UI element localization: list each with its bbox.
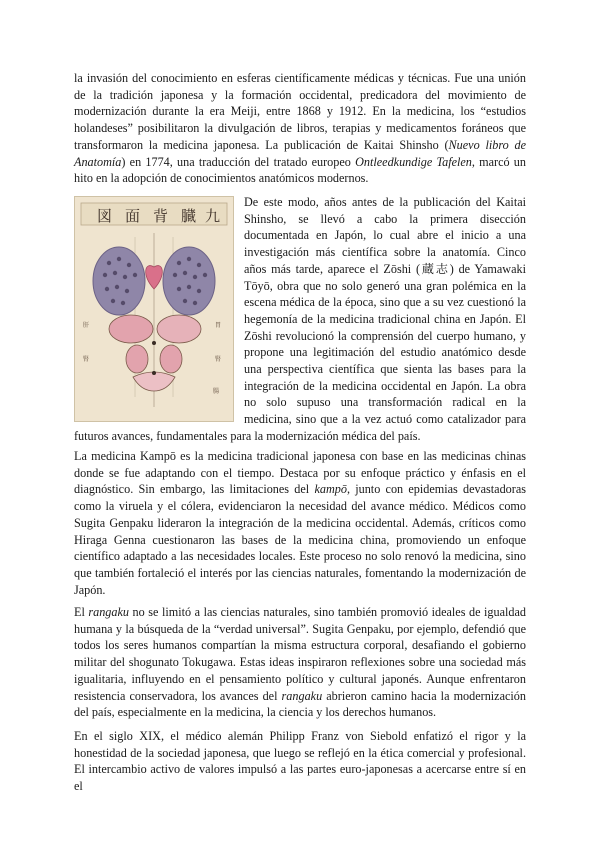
liver [109, 315, 153, 343]
italic-term: Nuevo libro de Anatomía [74, 137, 526, 169]
text-run: , marcó un hito en la adopción de conocimientos anatómicos modernos. [74, 154, 526, 186]
heart [146, 266, 163, 289]
text-run: El [74, 605, 89, 619]
italic-term: rangaku [281, 688, 323, 703]
text-run: la invasión del conocimiento en esferas científicamente médicas y técnicas. Fue una unión de la tradición japonesa y la formación occidental, predicadora del movimiento de modernización durante la era Meiji, entre 1868 y 1912. En la medicina, los “estudios holandeses” posibilitaron la divulgación de libros, terapias y medicamentos foráneos que transformaron la medicina japonesa. La publicación de Kaitai Shinsho ( [74, 71, 526, 152]
italic-term: kampō [314, 482, 347, 497]
right-kidney [160, 345, 182, 373]
stomach [157, 315, 201, 343]
organ-marker [152, 341, 156, 345]
paragraph-meiji-anatomy [74, 70, 526, 187]
paragraph-siebold [74, 728, 526, 795]
italic-term: Ontleedkundige Tafelen [355, 154, 472, 169]
paragraph-rangaku-ideals [74, 604, 526, 721]
text-run: abrieron camino hacia la modernización del país, especialmente en la medicina, la ciencia y los derechos humanos. [74, 688, 526, 720]
svg-text:胃: 胃 [215, 322, 222, 329]
title-glyph: 臓 [181, 207, 197, 225]
paragraph-block-with-figure [74, 194, 526, 445]
text-run: ) en 1774, una traducción del tratado europeo [121, 154, 356, 169]
text-run: , junto con epidemias devastadoras como la viruela y el cólera, evidenciaron la necesidad del avance médico. Médicos como Sugita Genpaku lideraron la integración de la medicina occidental. Además, críticos como Hiraga Genna cuestionaron las bases de la medicina china, promoviendo un enfoque científico adaptado a las necesidades locales. Este proceso no solo renovó la medicina, sino que también fortaleció el interés por las ciencias naturales, fomentando la modernización de Japón. [74, 482, 526, 597]
paragraph-kampo-medicine [74, 448, 526, 598]
text-run: La medicina Kampō es la medicina tradicional japonesa con base en las medicinas chinas donde se fue adaptando con el tiempo. Destaca por su enfoque práctico y énfasis en el diagnóstico. Sin embargo, las limitaciones del [74, 449, 526, 497]
text-run: De este modo, años antes de la publicación del Kaitai Shinsho, se llevó a cabo la primera disección documentada en Japón, lo cual abre el inicio a una investigación más científica sobre la anatomía. Cinco años más tarde, aparece el Zōshi (蔵志) de Yamawaki Tōyō, obra que no solo generó una gran polémica en la escena médica de la época, sino que a su vez cuestionó la hegemonía de la medicina tradicional china en Japón. El Zōshi revolucionó la comprensión del cuerpo humano, y propone una legitimación del estudio anatómico desde una perspectiva científica que sienta las bases para la integración de la medicina occidental en Japón. La obra no solo supuso una transformación radical en la medicina, sino que a la vez actuó como catalizador para futuros avances, fundamentales para la modernización médica del país. [74, 195, 526, 443]
organ-diagram-graphic [75, 197, 233, 421]
title-glyph: 九 [205, 207, 221, 225]
svg-text:腎: 腎 [215, 356, 222, 363]
svg-text:腸: 腸 [213, 388, 220, 395]
organ-marker [152, 371, 156, 375]
title-glyph: 面 [125, 207, 141, 225]
svg-text:腎: 腎 [83, 356, 90, 363]
text-run: En el siglo XIX, el médico alemán Philipp Franz von Siebold enfatizó el rigor y la honestidad de la sociedad japonesa, que luego se reflejó en la ética comercial y profesional. El intercambio activo de valores impulsó a las partes euro-japonesas a acercarse entre sí en el [74, 729, 526, 794]
title-glyph: 図 [97, 207, 113, 225]
left-kidney [126, 345, 148, 373]
text-run: no se limitó a las ciencias naturales, sino también promovió ideales de igualdad humana y la búsqueda de la “verdad universal”. Sugita Genpaku, por ejemplo, defendió que todos los seres humanos compartían la misma estructura corporal, desafiando el gobierno militar del shogunato Tokugawa. Estas ideas inspiraron reflexiones sobre una sociedad más igualitaria, influyendo en el pensamiento político y cultural japonés. Aunque enfrentaron resistencia conservadora, los avances del [74, 605, 526, 703]
title-glyph: 背 [153, 207, 169, 225]
italic-term: rangaku [88, 605, 129, 619]
anatomical-illustration [74, 196, 234, 422]
svg-text:肝: 肝 [83, 322, 90, 329]
